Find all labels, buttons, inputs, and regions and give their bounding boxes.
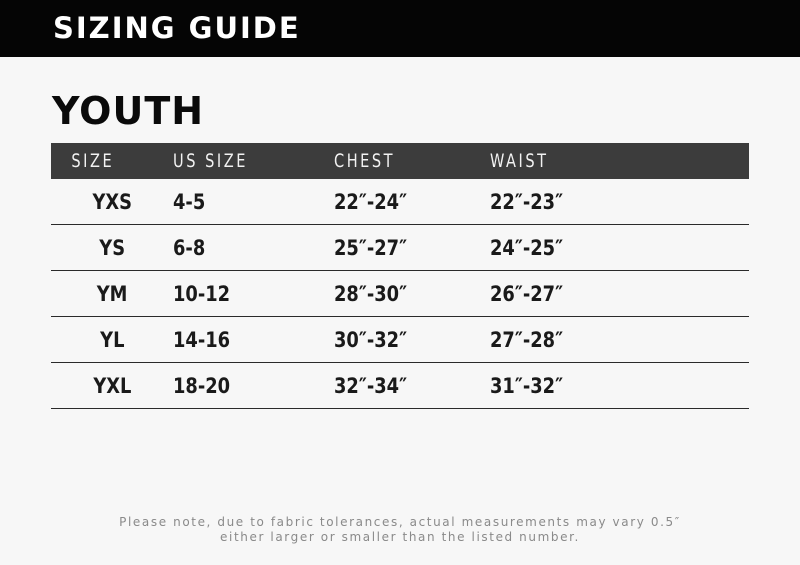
cell-waist: 27″-28″ <box>490 317 749 363</box>
column-header-chest: CHEST <box>334 143 490 179</box>
column-header-waist: WAIST <box>490 143 749 179</box>
table-row <box>51 225 749 271</box>
cell-chest: 25″-27″ <box>334 225 490 271</box>
table-header-row <box>51 143 749 179</box>
cell-chest: 28″-30″ <box>334 271 490 317</box>
table-row <box>51 317 749 363</box>
cell-us-size: 10-12 <box>173 271 334 317</box>
table-row <box>51 179 749 225</box>
cell-us-size: 4-5 <box>173 179 334 225</box>
cell-size: YL <box>51 317 173 363</box>
column-header-size: SIZE <box>51 143 173 179</box>
cell-us-size: 14-16 <box>173 317 334 363</box>
cell-us-size: 18-20 <box>173 363 334 409</box>
header-title: SIZING GUIDE <box>53 11 301 45</box>
table-row <box>51 363 749 409</box>
cell-chest: 32″-34″ <box>334 363 490 409</box>
cell-size: YXL <box>51 363 173 409</box>
footnote-line-1: Please note, due to fabric tolerances, actual measurements may vary 0.5″ <box>119 515 681 529</box>
cell-waist: 24″-25″ <box>490 225 749 271</box>
cell-waist: 31″-32″ <box>490 363 749 409</box>
footnote-line-2: either larger or smaller than the listed number. <box>220 530 580 544</box>
cell-waist: 22″-23″ <box>490 179 749 225</box>
sizing-table <box>51 143 749 409</box>
cell-chest: 30″-32″ <box>334 317 490 363</box>
cell-us-size: 6-8 <box>173 225 334 271</box>
section-title: YOUTH <box>52 89 205 133</box>
column-header-us-size: US SIZE <box>173 143 334 179</box>
cell-size: YXS <box>51 179 173 225</box>
cell-chest: 22″-24″ <box>334 179 490 225</box>
table-row <box>51 271 749 317</box>
cell-size: YM <box>51 271 173 317</box>
cell-waist: 26″-27″ <box>490 271 749 317</box>
cell-size: YS <box>51 225 173 271</box>
header-bar <box>0 0 800 57</box>
footnote <box>0 515 800 545</box>
